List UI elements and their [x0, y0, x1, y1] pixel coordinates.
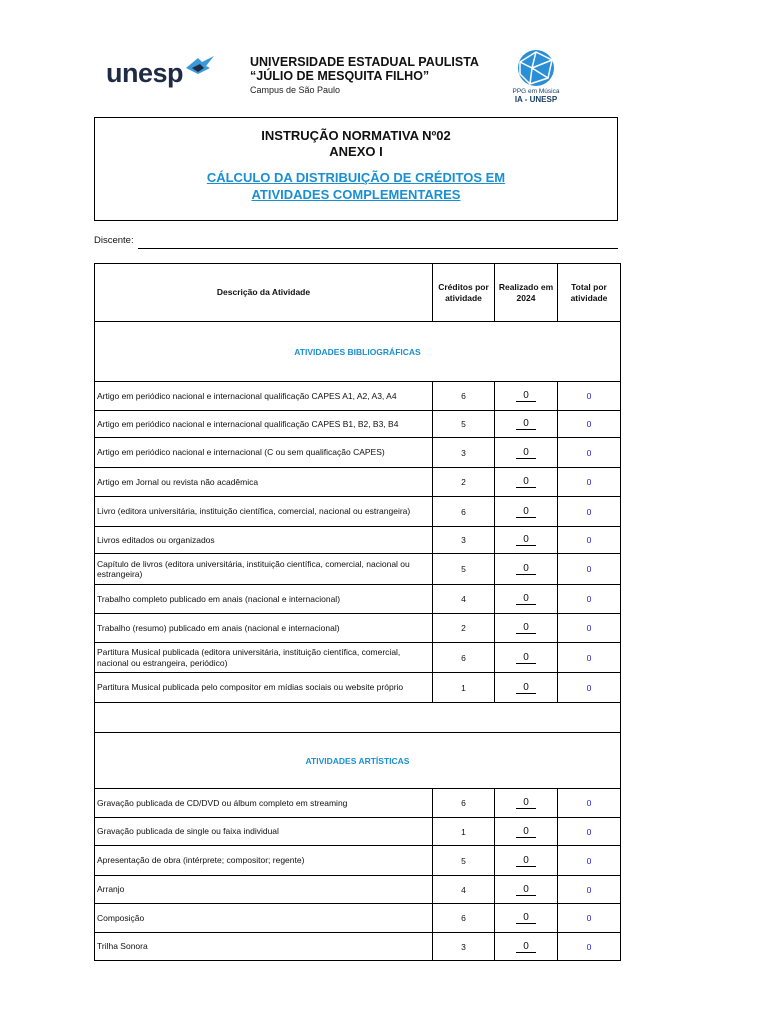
- ppg-globe-icon: [512, 48, 560, 88]
- activity-credits: 4: [433, 876, 495, 904]
- realizado-cell: [495, 789, 558, 818]
- credits-table: [94, 263, 621, 961]
- realizado-cell: [495, 411, 558, 438]
- activity-credits: 6: [433, 789, 495, 818]
- activity-description: Artigo em periódico nacional e internacional qualificação CAPES A1, A2, A3, A4: [95, 382, 433, 411]
- table-row: [95, 614, 621, 643]
- activity-total: 0: [558, 497, 621, 527]
- realizado-cell: [495, 818, 558, 846]
- realizado-cell: [495, 497, 558, 527]
- campus-name: Campus de São Paulo: [250, 85, 341, 95]
- activity-total: 0: [558, 904, 621, 933]
- realizado-cell: [495, 876, 558, 904]
- section-title: ATIVIDADES BIBLIOGRÁFICAS: [95, 322, 621, 382]
- table-row: [95, 904, 621, 933]
- unesp-logo: [106, 58, 216, 94]
- activity-credits: 1: [433, 673, 495, 703]
- unesp-logo-text: unesp: [106, 58, 184, 88]
- realizado-input[interactable]: 0: [516, 884, 536, 896]
- realizado-input[interactable]: 0: [516, 652, 536, 664]
- table-row: [95, 438, 621, 468]
- activity-credits: 6: [433, 382, 495, 411]
- activity-credits: 5: [433, 846, 495, 876]
- realizado-cell: [495, 554, 558, 585]
- activity-description: Arranjo: [95, 876, 433, 904]
- table-row: [95, 789, 621, 818]
- activity-total: 0: [558, 468, 621, 497]
- realizado-input[interactable]: 0: [516, 476, 536, 488]
- section-row: [95, 733, 621, 789]
- activity-total: 0: [558, 438, 621, 468]
- header-total: Total por atividade: [558, 264, 621, 322]
- activity-description: Livros editados ou organizados: [95, 527, 433, 554]
- activity-credits: 6: [433, 643, 495, 673]
- activity-total: 0: [558, 382, 621, 411]
- table-row: [95, 411, 621, 438]
- document-subtitle-2: ATIVIDADES COMPLEMENTARES: [251, 187, 461, 202]
- activity-description: Partitura Musical publicada pelo compositor em mídias sociais ou website próprio: [95, 673, 433, 703]
- header-descricao: Descrição da Atividade: [95, 264, 433, 322]
- activity-credits: 1: [433, 818, 495, 846]
- realizado-cell: [495, 468, 558, 497]
- realizado-input[interactable]: 0: [516, 797, 536, 809]
- realizado-input[interactable]: 0: [516, 941, 536, 953]
- activity-total: 0: [558, 818, 621, 846]
- spacer-cell: [95, 703, 621, 733]
- realizado-cell: [495, 846, 558, 876]
- activity-description: Apresentação de obra (intérprete; compositor; regente): [95, 846, 433, 876]
- realizado-cell: [495, 643, 558, 673]
- table-row: [95, 933, 621, 961]
- document-subtitle-1: CÁLCULO DA DISTRIBUIÇÃO DE CRÉDITOS EM: [206, 170, 506, 185]
- activity-description: Artigo em periódico nacional e internacional qualificação CAPES B1, B2, B3, B4: [95, 411, 433, 438]
- table-row: [95, 876, 621, 904]
- header-realizado: Realizado em 2024: [495, 264, 558, 322]
- activity-total: 0: [558, 876, 621, 904]
- table-row: [95, 643, 621, 673]
- table-row: [95, 527, 621, 554]
- activity-total: 0: [558, 673, 621, 703]
- table-row: [95, 585, 621, 614]
- university-block: [250, 55, 479, 96]
- activity-description: Capítulo de livros (editora universitária, instituição científica, comercial, nacional ou estrangeira): [95, 554, 433, 585]
- realizado-input[interactable]: 0: [516, 826, 536, 838]
- realizado-input[interactable]: 0: [516, 390, 536, 402]
- activity-description: Gravação publicada de single ou faixa individual: [95, 818, 433, 846]
- table-row: [95, 818, 621, 846]
- realizado-cell: [495, 933, 558, 961]
- unesp-bird-icon: [184, 54, 216, 76]
- activity-credits: 3: [433, 527, 495, 554]
- activity-total: 0: [558, 789, 621, 818]
- activity-credits: 5: [433, 554, 495, 585]
- realizado-cell: [495, 585, 558, 614]
- realizado-input[interactable]: 0: [516, 622, 536, 634]
- realizado-input[interactable]: 0: [516, 563, 536, 575]
- activity-description: Partitura Musical publicada (editora universitária, instituição científica, comercial, nacional ou estrangeira, periódico): [95, 643, 433, 673]
- realizado-cell: [495, 673, 558, 703]
- activity-credits: 3: [433, 438, 495, 468]
- table-header-row: [95, 264, 621, 322]
- ppg-institute: IA - UNESP: [514, 95, 558, 104]
- realizado-input[interactable]: 0: [516, 855, 536, 867]
- activity-credits: 6: [433, 904, 495, 933]
- table-row: [95, 554, 621, 585]
- activity-total: 0: [558, 846, 621, 876]
- title-box: [94, 117, 618, 221]
- activity-credits: 4: [433, 585, 495, 614]
- table-row: [95, 468, 621, 497]
- activity-description: Composição: [95, 904, 433, 933]
- activity-total: 0: [558, 933, 621, 961]
- realizado-input[interactable]: 0: [516, 506, 536, 518]
- activity-total: 0: [558, 554, 621, 585]
- spacer-row: [95, 703, 621, 733]
- table-row: [95, 382, 621, 411]
- page-header: [0, 0, 768, 110]
- document-title: INSTRUÇÃO NORMATIVA Nº02: [261, 128, 451, 143]
- realizado-cell: [495, 527, 558, 554]
- table-row: [95, 497, 621, 527]
- discente-input-line[interactable]: [138, 248, 618, 249]
- section-row: [95, 322, 621, 382]
- realizado-cell: [495, 614, 558, 643]
- ppg-logo: [510, 48, 562, 106]
- activity-description: Artigo em periódico nacional e internacional (C ou sem qualificação CAPES): [95, 438, 433, 468]
- university-subname: “JÚLIO DE MESQUITA FILHO”: [250, 69, 430, 83]
- table-row: [95, 673, 621, 703]
- activity-total: 0: [558, 614, 621, 643]
- activity-credits: 6: [433, 497, 495, 527]
- realizado-input[interactable]: 0: [516, 682, 536, 694]
- table-row: [95, 846, 621, 876]
- realizado-input[interactable]: 0: [516, 534, 536, 546]
- activity-description: Trilha Sonora: [95, 933, 433, 961]
- activity-credits: 3: [433, 933, 495, 961]
- activity-credits: 2: [433, 468, 495, 497]
- activity-description: Artigo em Jornal ou revista não acadêmica: [95, 468, 433, 497]
- realizado-cell: [495, 382, 558, 411]
- activity-description: Trabalho completo publicado em anais (nacional e internacional): [95, 585, 433, 614]
- activity-description: Trabalho (resumo) publicado em anais (nacional e internacional): [95, 614, 433, 643]
- activity-description: Livro (editora universitária, instituição científica, comercial, nacional ou estrangeira): [95, 497, 433, 527]
- section-title: ATIVIDADES ARTÍSTICAS: [95, 733, 621, 789]
- activity-credits: 2: [433, 614, 495, 643]
- realizado-cell: [495, 904, 558, 933]
- activity-total: 0: [558, 411, 621, 438]
- realizado-input[interactable]: 0: [516, 418, 536, 430]
- ppg-label: PPG em Música: [512, 88, 560, 95]
- realizado-input[interactable]: 0: [516, 912, 536, 924]
- activity-credits: 5: [433, 411, 495, 438]
- discente-label: Discente:: [94, 235, 134, 246]
- activity-total: 0: [558, 527, 621, 554]
- activity-description: Gravação publicada de CD/DVD ou álbum completo em streaming: [95, 789, 433, 818]
- document-annex: ANEXO I: [329, 144, 383, 159]
- activity-total: 0: [558, 643, 621, 673]
- university-name: UNIVERSIDADE ESTADUAL PAULISTA: [250, 55, 479, 69]
- realizado-input[interactable]: 0: [516, 593, 536, 605]
- realizado-cell: [495, 438, 558, 468]
- activity-total: 0: [558, 585, 621, 614]
- header-creditos: Créditos por atividade: [433, 264, 495, 322]
- realizado-input[interactable]: 0: [516, 447, 536, 459]
